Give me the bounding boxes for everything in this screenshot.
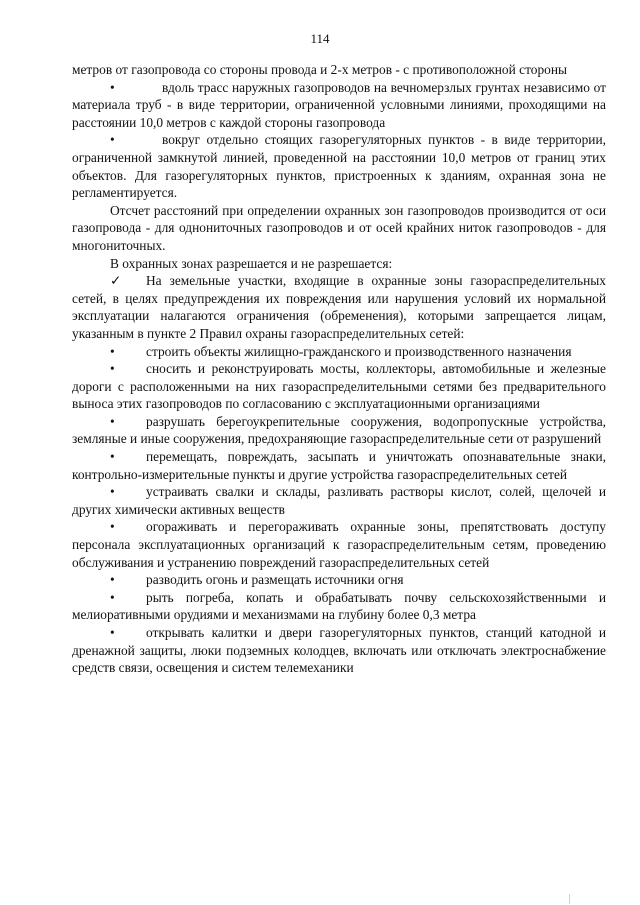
bullet-marker: •	[110, 361, 115, 377]
bullet-marker: •	[110, 343, 115, 359]
paragraph-text: В охранных зонах разрешается и не разрешается:	[110, 255, 393, 271]
bullet-item	[72, 131, 606, 201]
bullet-text: вдоль трасс наружных газопроводов на вечномерзлых грунтах независимо от материала труб - в виде территории, ограниченной условными линиями, проходящими на расстоянии 10,0 метров с каждой стороны газопровода	[72, 79, 606, 130]
bullet-item	[72, 360, 606, 413]
bullet-marker: •	[110, 572, 115, 588]
bullet-marker: •	[110, 484, 115, 500]
bullet-marker: •	[110, 413, 115, 429]
bullet-item	[72, 483, 606, 518]
bullet-marker: •	[110, 519, 115, 535]
bullet-item	[72, 571, 606, 589]
document-body	[72, 61, 606, 677]
bullet-marker: •	[110, 589, 115, 605]
bullet-marker: •	[110, 449, 115, 465]
bullet-text: разрушать берегоукрепительные сооружения, водопропускные устройства, земляные и иные сооружения, предохраняющие газораспределительные сети от разрушений	[72, 413, 606, 447]
bullet-marker: •	[110, 625, 115, 640]
bullet-item	[72, 79, 606, 132]
checkmark-item	[72, 272, 606, 342]
bullet-item	[72, 343, 606, 361]
bullet-text: перемещать, повреждать, засыпать и уничтожать опознавательные знаки, контрольно-измерительные пункты и другие устройства газораспределительных сетей	[72, 449, 606, 482]
bullet-text: сносить и реконструировать мосты, коллекторы, автомобильные и железные дороги с расположенными на них газораспределительными сетями без предварительного выноса этих газопроводов по согласованию с эксплуатационными организациями	[72, 361, 606, 412]
bullet-marker: •	[110, 132, 115, 148]
paragraph	[72, 255, 606, 273]
bullet-text: огораживать и перегораживать охранные зоны, препятствовать доступу персонала эксплуатационных организаций к газораспределительным сетям, проведению обслуживания и устранению повреждений газораспределительных сетей	[72, 519, 606, 570]
bullet-item	[72, 624, 606, 677]
scan-edge-mark	[569, 894, 570, 904]
bullet-text: На земельные участки, входящие в охранные зоны газораспределительных сетей, в целях предупреждения их повреждения или нарушения условий их нормальной эксплуатации налагаются ограничения (обременения), которыми запрещается лицам, указанным в пункте 2 Правил охраны газораспределительных сетей:	[72, 273, 606, 341]
bullet-marker: •	[110, 79, 115, 95]
bullet-text: строить объекты жилищно-гражданского и производственного назначения	[146, 343, 572, 359]
bullet-item	[72, 589, 606, 624]
bullet-text: рыть погреба, копать и обрабатывать почву сельскохозяйственными и мелиоративными орудиями и механизмами на глубину более 0,3 метра	[72, 589, 606, 623]
bullet-text: вокруг отдельно стоящих газорегуляторных пунктов - в виде территории, ограниченной замкнутой линией, проведенной на расстоянии 10,0 метров от границ этих объектов. Для газорегуляторных пунктов, пристроенных к зданиям, охранная зона не регламентируется.	[72, 132, 606, 201]
bullet-text: устраивать свалки и склады, разливать растворы кислот, солей, щелочей и других химически активных веществ	[72, 484, 606, 517]
page-number: 114	[310, 31, 330, 46]
bullet-text: разводить огонь и размещать источники огня	[146, 572, 404, 588]
bullet-item	[72, 518, 606, 571]
paragraph-text: Отсчет расстояний при определении охранных зон газопроводов производится от оси газопровода - для однониточных газопроводов и от осей крайних ниток газопроводов - для многониточных.	[72, 202, 606, 253]
paragraph-continuation	[72, 61, 606, 79]
checkmark-icon: ✓	[110, 273, 122, 289]
paragraph	[72, 202, 606, 255]
bullet-text: открывать калитки и двери газорегуляторных пунктов, станций катодной и дренажной защиты, люки подземных колодцев, включать или отключать электроснабжение средств связи, освещения и систем телемеханики	[72, 625, 606, 676]
paragraph-text: метров от газопровода со стороны провода и 2-х метров - с противоположной стороны	[72, 62, 568, 77]
bullet-item	[72, 413, 606, 448]
bullet-item	[72, 448, 606, 483]
